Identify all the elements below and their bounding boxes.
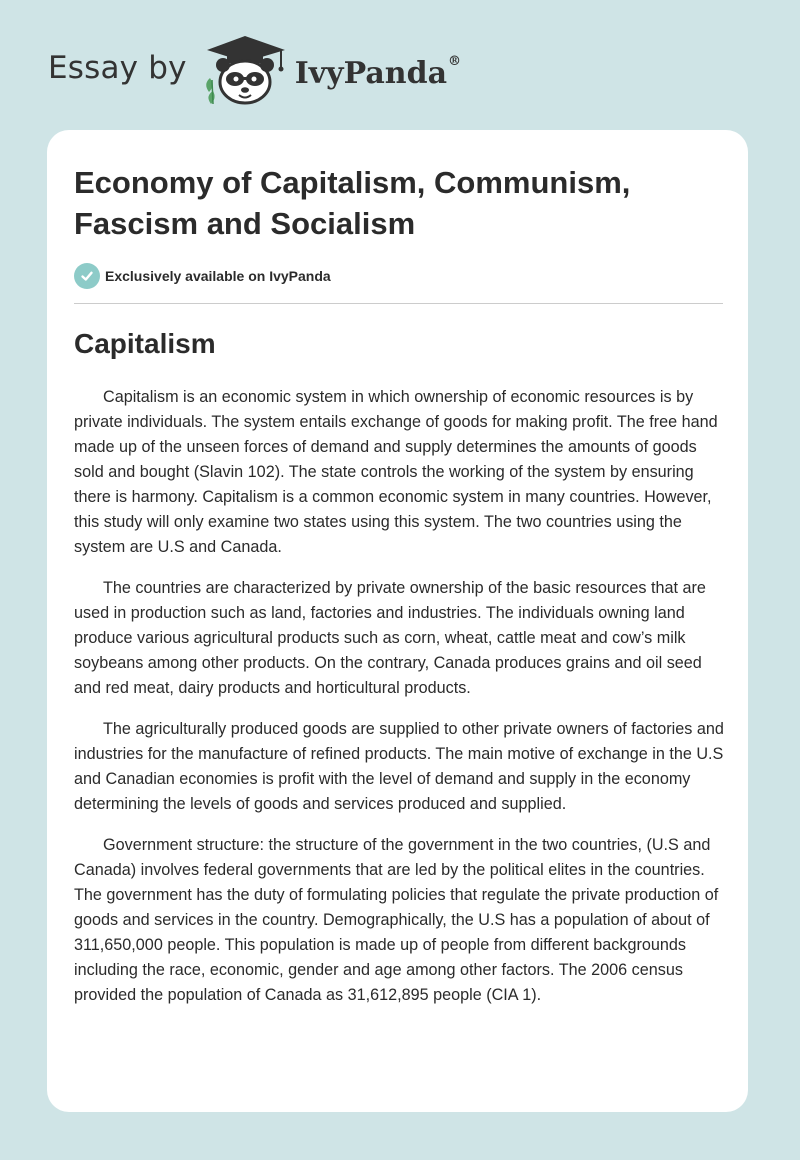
- document-card: [47, 130, 748, 1112]
- essay-by-label: Essay by: [48, 50, 187, 86]
- exclusive-badge: [74, 263, 331, 289]
- document-title: Economy of Capitalism, Communism, Fascism and Socialism: [74, 165, 631, 241]
- panda-logo-icon[interactable]: [201, 34, 293, 106]
- brand-name[interactable]: IvyPanda®: [294, 53, 462, 91]
- site-header: [48, 34, 461, 106]
- paragraph: The agriculturally produced goods are supplied to other private owners of factories and industries for the manufacture of refined products. The main motive of exchange in the U.S and Canadian economies is profit with the level of demand and supply in the economy determining the levels of goods and services produced and supplied.: [74, 720, 724, 813]
- essay-body: [74, 385, 726, 1024]
- check-icon: [74, 263, 100, 289]
- registered-mark: ®: [448, 53, 462, 69]
- title-divider: [74, 303, 723, 304]
- section-heading: Capitalism: [74, 328, 216, 359]
- paragraph: The countries are characterized by private ownership of the basic resources that are used in production such as land, factories and industries. The individuals owning land produce various agricultural products such as corn, wheat, cattle meat and cow’s milk soybeans among other products. On the contrary, Canada produces grains and oil seed and red meat, dairy products and horticultural products.: [74, 579, 706, 697]
- paragraph: Government structure: the structure of the government in the two countries, (U.S and Canada) involves federal governments that are led by the political elites in the countries. The government has the duty of formulating policies that regulate the private production of goods and services in the country. Demographically, the U.S has a population of about of 311,650,000 people. This population is made up of people from different backgrounds including the race, economic, gender and age among other factors. The 2006 census provided the population of Canada as 31,612,895 people (CIA 1).: [74, 836, 719, 1004]
- paragraph: Capitalism is an economic system in which ownership of economic resources is by private individuals. The system entails exchange of goods for making profit. The free hand made up of the unseen forces of demand and supply determines the amounts of goods sold and bought (Slavin 102). The state controls the working of the system by ensuring there is harmony. Capitalism is a common economic system in many countries. However, this study will only examine two states using this system. The two countries using the system are U.S and Canada.: [74, 388, 718, 556]
- exclusive-badge-text: Exclusively available on IvyPanda: [105, 268, 331, 284]
